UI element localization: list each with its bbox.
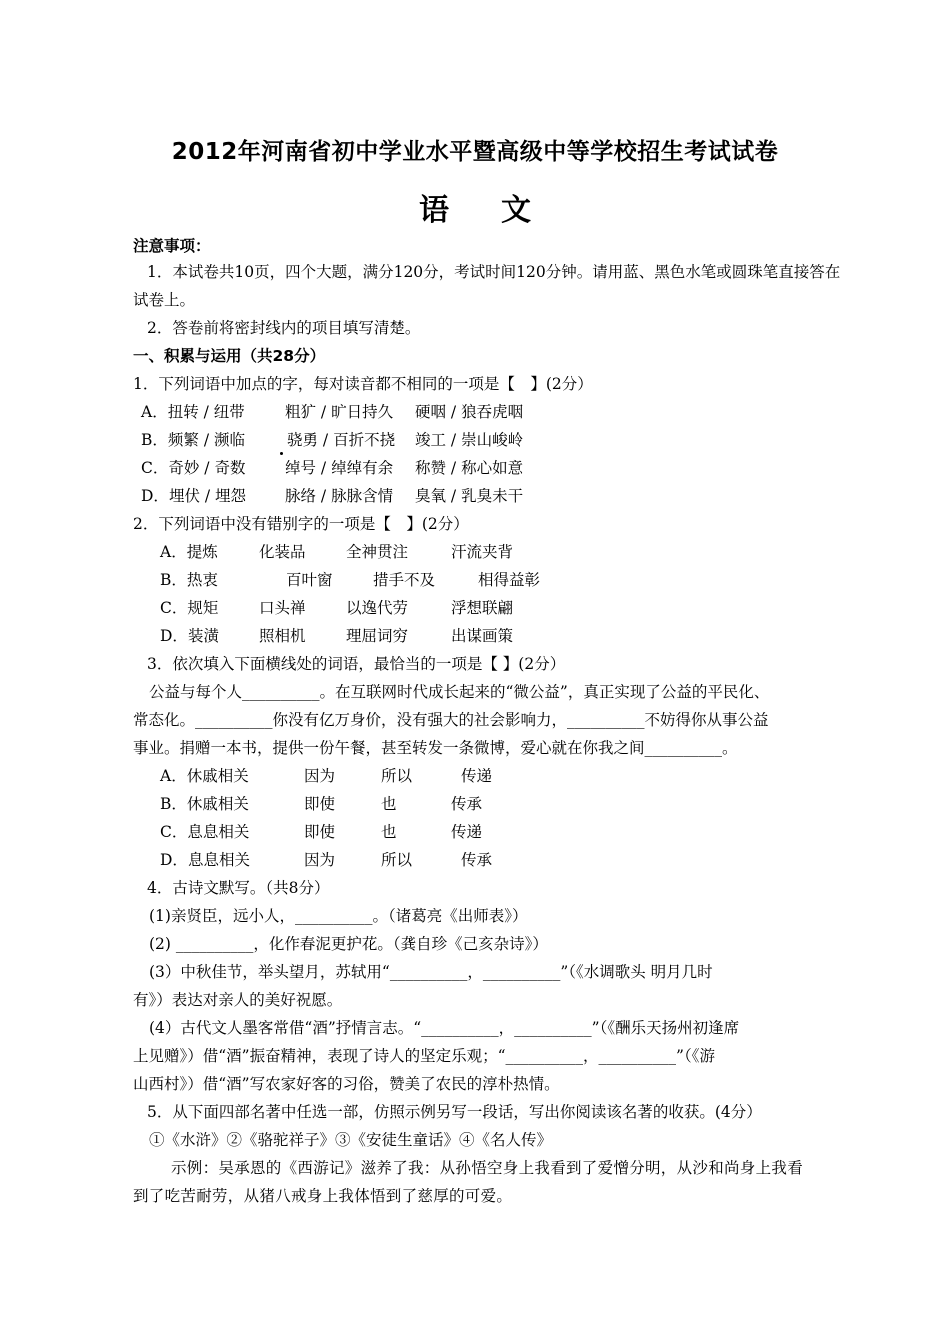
q4-sub-3-line-1: (3）中秋佳节，举头望月，苏轼用“__________，__________”（《水调歌头 明月几时	[149, 963, 713, 981]
q4-stem: 4．古诗文默写。（共8分）	[147, 879, 330, 897]
q4-sub-3-line-2: 有》）表达对亲人的美好祝愿。	[133, 991, 343, 1009]
option-label: A．	[160, 767, 187, 785]
q4-sub-4-line-3: 山西村》）借“酒”写农家好客的习俗，赞美了农民的淳朴热情。	[133, 1075, 560, 1093]
option-label: C．	[160, 599, 188, 617]
option-text: 息息相关	[187, 823, 250, 841]
subject-char-2: 文	[501, 193, 531, 228]
q3-passage-line-2: 常态化。__________你没有亿万身价，没有强大的社会影响力，__________不妨得你从事公益	[133, 711, 769, 729]
emphasis-dot	[280, 452, 283, 455]
q3-option-c-part-4: 传递	[451, 823, 483, 841]
subject-char-1: 语	[419, 193, 449, 228]
q1-option-a-part-3: 硬咽 / 狼吞虎咽	[415, 403, 524, 421]
q3-option-a-part-4: 传递	[461, 767, 493, 785]
q3-passage-line-3: 事业。捐赠一本书，提供一份午餐，甚至转发一条微博，爱心就在你我之间__________。	[133, 739, 738, 757]
q2-option-d	[160, 626, 219, 646]
option-text: 扭转 / 纽带	[167, 403, 245, 421]
option-label: D．	[160, 851, 188, 869]
option-label: C．	[141, 459, 169, 477]
q5-stem: 5．从下面四部名著中任选一部，仿照示例另写一段话，写出你阅读该名著的收获。(4分）	[147, 1103, 762, 1121]
q4-sub-4-line-1: (4）古代文人墨客常借“酒”抒情言志。“__________，__________”（《酬乐天扬州初逢席	[149, 1019, 740, 1037]
q2-option-d-part-2: 照相机	[259, 627, 306, 645]
q3-stem: 3．依次填入下面横线处的词语，最恰当的一项是【 】(2分）	[147, 655, 566, 673]
q5-example-line-1: 示例：吴承恩的《西游记》滋养了我：从孙悟空身上我看到了爱憎分明，从沙和尚身上我看	[171, 1159, 804, 1177]
q3-option-b	[160, 794, 249, 814]
option-label: B．	[141, 431, 168, 449]
q3-option-c	[160, 822, 249, 842]
q3-option-d-part-2: 因为	[304, 851, 336, 869]
option-text: 埋伏 / 埋怨	[168, 487, 247, 505]
q1-option-c	[141, 458, 245, 478]
option-label: A．	[160, 543, 187, 561]
q2-option-a-part-4: 汗流夹背	[451, 543, 514, 561]
q3-option-b-part-3: 也	[381, 795, 397, 813]
q1-option-c-part-3: 称赞 / 称心如意	[415, 459, 524, 477]
notes-item-1-line-2: 试卷上。	[133, 291, 196, 309]
q1-option-d-part-3: 臭氧 / 乳臭未干	[415, 487, 524, 505]
q1-option-d-part-2: 脉络 / 脉脉含情	[285, 487, 394, 505]
option-label: D．	[141, 487, 169, 505]
q2-option-b-part-2: 百叶窗	[286, 571, 333, 589]
q2-option-d-part-3: 理屈词穷	[346, 627, 409, 645]
q1-option-d	[141, 486, 246, 506]
q2-option-a-part-2: 化装品	[259, 543, 306, 561]
exam-title: 2012年河南省初中学业水平暨高级中等学校招生考试试卷	[171, 139, 779, 165]
q5-books: ①《水浒》②《骆驼祥子》③《安徒生童话》④《名人传》	[149, 1131, 553, 1149]
option-text: 奇妙 / 奇数	[168, 459, 246, 477]
q5-example-line-2: 到了吃苦耐劳，从猪八戒身上我体悟到了慈厚的可爱。	[133, 1187, 513, 1205]
section-1-heading: 一、积累与运用（共28分）	[133, 347, 326, 365]
q2-option-b-part-4: 相得益彰	[478, 571, 541, 589]
q3-option-a	[160, 766, 249, 786]
q4-sub-1: (1)亲贤臣，远小人，__________。（诸葛亮《出师表》）	[149, 907, 528, 925]
option-label: C．	[160, 823, 188, 841]
q3-option-c-part-2: 即使	[304, 823, 336, 841]
q1-option-a-part-2: 粗犷 / 旷日持久	[285, 403, 394, 421]
q3-passage-line-1: 公益与每个人__________。在互联网时代成长起来的“微公益”，真正实现了公益的平民化、	[149, 683, 770, 701]
q4-sub-2: (2) __________，化作春泥更护花。（龚自珍《己亥杂诗》）	[149, 935, 548, 953]
q4-sub-4-line-2: 上见赠》）借“酒”振奋精神，表现了诗人的坚定乐观；“__________，__________”（《游	[133, 1047, 715, 1065]
q2-option-d-part-4: 出谋画策	[451, 627, 514, 645]
q1-option-a	[141, 402, 245, 422]
option-text: 息息相关	[187, 851, 250, 869]
q2-stem: 2．下列词语中没有错别字的一项是【 】(2分）	[133, 515, 469, 533]
option-text: 休戚相关	[186, 767, 249, 785]
q1-option-b-part-2: 骁勇 / 百折不挠	[287, 431, 396, 449]
q3-option-b-part-2: 即使	[304, 795, 336, 813]
option-label: A．	[141, 403, 168, 421]
option-label: B．	[160, 795, 187, 813]
option-text: 提炼	[186, 543, 218, 561]
q3-option-d	[160, 850, 250, 870]
q1-stem: 1．下列词语中加点的字，每对读音都不相同的一项是【 】(2分）	[133, 375, 593, 393]
q3-option-a-part-3: 所以	[381, 767, 413, 785]
q3-option-b-part-4: 传承	[451, 795, 483, 813]
q3-option-c-part-3: 也	[381, 823, 397, 841]
option-label: D．	[160, 627, 188, 645]
option-text: 规矩	[187, 599, 219, 617]
q1-option-c-part-2: 绰号 / 绰绰有余	[285, 459, 394, 477]
q2-option-c-part-2: 口头禅	[259, 599, 306, 617]
q1-option-b	[141, 430, 245, 450]
option-text: 频繁 / 濒临	[167, 431, 245, 449]
q2-option-c-part-3: 以逸代劳	[346, 599, 409, 617]
q3-option-d-part-3: 所以	[381, 851, 413, 869]
q3-option-d-part-4: 传承	[461, 851, 493, 869]
q2-option-b	[160, 570, 218, 590]
option-label: B．	[160, 571, 187, 589]
q2-option-b-part-3: 措手不及	[373, 571, 436, 589]
q2-option-a	[160, 542, 218, 562]
option-text: 热衷	[186, 571, 218, 589]
q2-option-c-part-4: 浮想联翩	[451, 599, 514, 617]
notes-item-1-line-1: 1．本试卷共10页，四个大题，满分120分，考试时间120分钟。请用蓝、黑色水笔或圆珠笔直接答在	[147, 263, 841, 281]
q1-option-b-part-3: 竣工 / 崇山峻岭	[415, 431, 524, 449]
subject-heading	[0, 185, 950, 229]
q2-option-a-part-3: 全神贯注	[346, 543, 409, 561]
notes-heading: 注意事项：	[133, 237, 211, 255]
q3-option-a-part-2: 因为	[304, 767, 336, 785]
notes-item-2: 2．答卷前将密封线内的项目填写清楚。	[147, 319, 421, 337]
option-text: 装潢	[187, 627, 219, 645]
q2-option-c	[160, 598, 218, 618]
option-text: 休戚相关	[186, 795, 249, 813]
